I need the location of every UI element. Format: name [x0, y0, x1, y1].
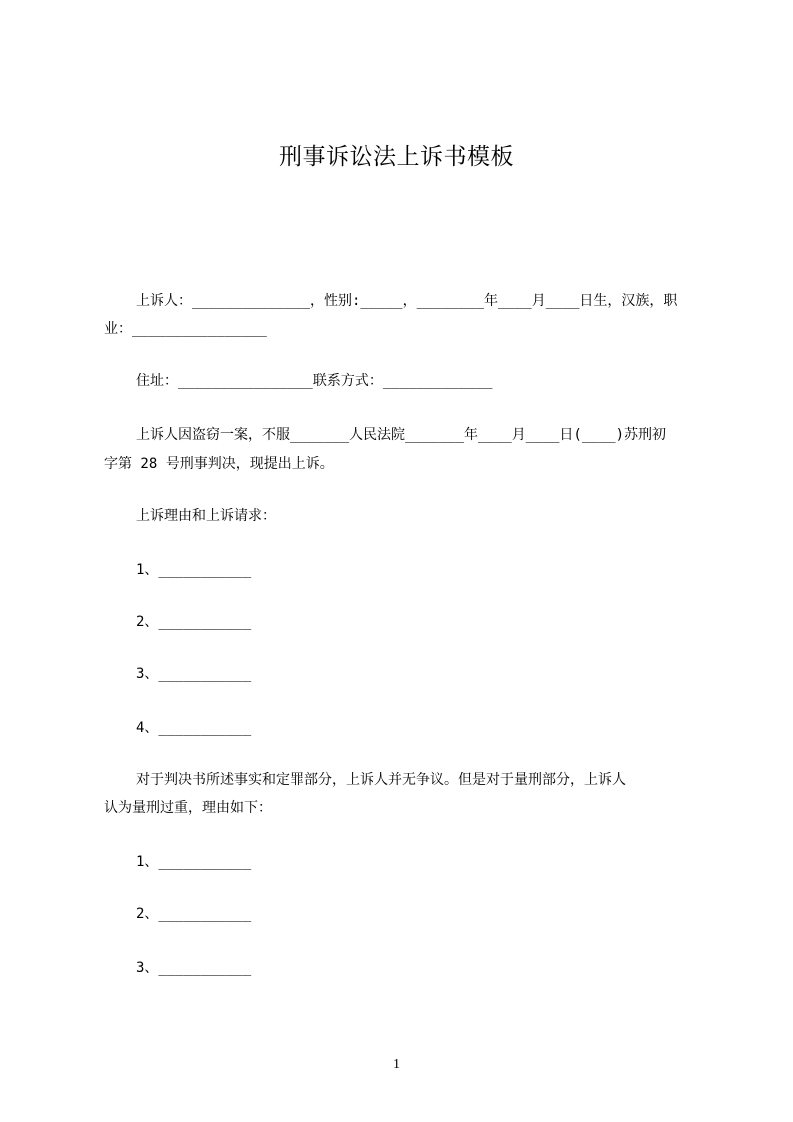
sentence-statement-line-2: 认为量刑过重，理由如下：: [104, 800, 272, 816]
sentence-statement-line-1: 对于判决书所述事实和定罪部分，上诉人并无争议。但是对于量刑部分，上诉人: [136, 772, 626, 788]
sentence-reason-item-3: 3、___________: [136, 960, 252, 976]
case-statement-line-1: 上诉人因盗窃一案，不服_______人民法院_______年____月____日(____)苏刑初: [136, 427, 667, 443]
document-title: 刑事诉讼法上诉书模板: [279, 144, 514, 170]
sentence-reason-item-1: 1、___________: [136, 854, 252, 870]
appellant-info-line-2: 业：________________: [104, 321, 267, 337]
appeal-reasons-heading: 上诉理由和上诉请求：: [136, 508, 276, 524]
appeal-reason-item-1: 1、___________: [136, 562, 252, 578]
appeal-reason-item-4: 4、___________: [136, 720, 252, 736]
address-contact-line: 住址：________________联系方式：_____________: [136, 373, 493, 389]
appeal-reason-item-2: 2、___________: [136, 614, 252, 630]
page-number: 1: [393, 1057, 400, 1072]
appeal-reason-item-3: 3、___________: [136, 666, 252, 682]
sentence-reason-item-2: 2、___________: [136, 906, 252, 922]
case-statement-line-2: 字第 28 号刑事判决，现提出上诉。: [104, 456, 334, 472]
appellant-info-line-1: 上诉人：______________，性别:_____，________年____月____日生，汉族，职: [136, 293, 678, 309]
